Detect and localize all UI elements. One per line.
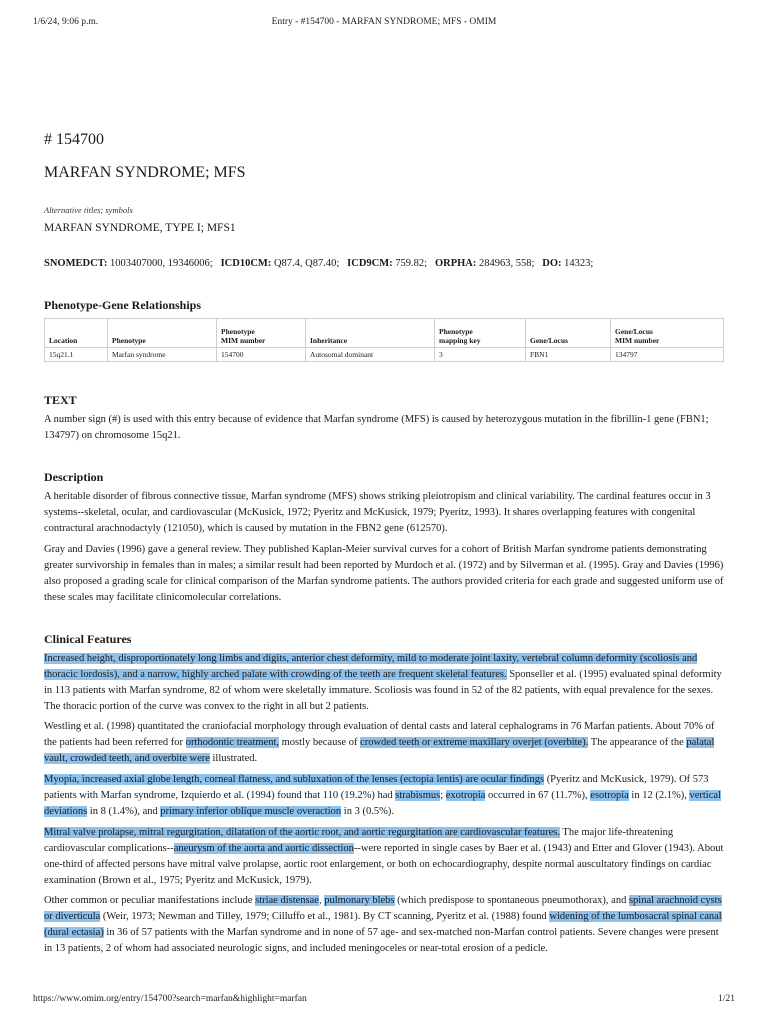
search-highlight: pulmonary blebs: [324, 895, 395, 906]
text-run: Westling et al. (1998) quantitated the craniofacial morphology through evaluation of dental casts and lateral cephalograms in 76 Marfan patients. About 70% of the patients had been referred for: [44, 721, 715, 748]
text-run: (Pyeritz and McKusick, 1979). Of 573 patients with Marfan syndrome, Izquierdo et al. (1994) found that 110 (19.2%) had: [44, 774, 709, 801]
cell-gene[interactable]: FBN1: [526, 348, 611, 362]
text-run: (which predispose to spontaneous pneumothorax), and: [394, 895, 629, 906]
search-highlight: Mitral valve prolapse, mitral regurgitation, dilatation of the aortic root, and aortic regurgitation are cardiovascular features.: [44, 827, 560, 838]
code-item[interactable]: ORPHA: 284963, 558;: [434, 258, 535, 269]
clinical-paragraph-2: [44, 719, 726, 767]
col-header: Gene/Locus: [526, 319, 611, 348]
code-item[interactable]: SNOMEDCT: 1003407000, 19346006;: [44, 258, 213, 269]
search-highlight: striae distensae: [255, 895, 319, 906]
col-header: Phenotype MIM number: [217, 319, 306, 348]
pgr-table: [44, 318, 724, 362]
search-highlight: Increased height, disproportionately long limbs and digits, anterior chest deformity, mild to moderate joint laxity, vertebral column deformity (scoliosis and thoracic lordosis), and a narrow, highly arched palate with crowding of the teeth are frequent skeletal features.: [44, 653, 698, 680]
description-paragraph-2: Gray and Davies (1996) gave a general review. They published Kaplan-Meier survival curves for a cohort of British Marfan syndrome patients demonstrating greater survivorship in females than in males; a similar result had been reported by Murdoch et al. (1972) and by Silverman et al. (1995). Gray and Davies (1996) also proposed a grading scale for clinical comparison of the Marfan syndrome patients. The authors provided criteria for each grade and suggested uniform use of these scales may facilitate clinicomolecular correlations.: [44, 544, 724, 603]
alt-titles-label: Alternative titles; symbols: [44, 205, 133, 215]
text-run: in 12 (2.1%),: [628, 790, 690, 801]
description-heading: Description: [44, 470, 104, 484]
table-header-row: [45, 319, 724, 348]
col-header: Location: [45, 319, 108, 348]
search-highlight: palatal vault, crowded teeth, and overbite were: [44, 737, 715, 764]
entry-title: MARFAN SYNDROME; MFS: [44, 164, 246, 181]
search-highlight: primary inferior oblique muscle overaction: [160, 806, 342, 817]
text-run: in 8 (1.4%), and: [87, 806, 161, 817]
external-codes: [44, 258, 593, 269]
mim-number: # 154700: [44, 131, 104, 148]
alt-titles: MARFAN SYNDROME, TYPE I; MFS1: [44, 222, 236, 234]
text-run: Sponseller et al. (1995) evaluated spinal deformity in 113 patients with Marfan syndrome, 82 of whom were skeletally immature. Scoliosis was found in 52 of the 82 patients, with equal prevalence for the sexes. The thoracic portion of the curve was convex to the right in all but 2 patients.: [44, 669, 722, 712]
search-highlight: orthodontic treatment,: [185, 737, 279, 748]
cell-location[interactable]: 15q21.1: [45, 348, 108, 362]
pgr-heading: Phenotype-Gene Relationships: [44, 298, 202, 312]
col-header: Gene/Locus MIM number: [611, 319, 724, 348]
text-run: in 3 (0.5%).: [341, 806, 394, 817]
text-run: occurred in 67 (11.7%),: [485, 790, 591, 801]
search-highlight: crowded teeth or extreme maxillary overjet (overbite).: [360, 737, 589, 748]
print-date: 1/6/24, 9:06 p.m.: [33, 17, 99, 27]
search-highlight: vertical deviations: [44, 790, 721, 817]
text-run: --were reported in single cases by Baer et al. (1943) and Etter and Glover (1943). About one-third of affected persons have mitral valve prolapse, aortic root enlargement, or both on echocardiography, despite normal auscultatory findings on cardiac examination (Brown et al., 1975; Pyeritz and McKusick, 1979).: [44, 843, 724, 886]
text-run: mostly because of: [279, 737, 361, 748]
col-header: Phenotype mapping key: [435, 319, 526, 348]
clinical-paragraph-1: [44, 651, 726, 715]
code-item[interactable]: ICD9CM: 759.82;: [347, 258, 428, 269]
search-highlight: spinal arachnoid cysts or diverticula: [44, 895, 722, 922]
search-highlight: widening of the lumbosacral spinal canal (dural ectasia): [44, 911, 722, 938]
clinical-paragraph-3: [44, 772, 726, 820]
clinical-paragraph-4: [44, 825, 726, 889]
page-number: 1/21: [718, 994, 735, 1004]
page-url[interactable]: https://www.omim.org/entry/154700?search=marfan&highlight=marfan: [33, 994, 307, 1004]
search-highlight: strabismus: [395, 790, 441, 801]
col-header: Phenotype: [108, 319, 217, 348]
text-heading: TEXT: [44, 393, 77, 407]
text-run: ;: [440, 790, 446, 801]
text-run: (Weir, 1973; Newman and Tilley, 1979; Cilluffo et al., 1981). By CT scanning, Pyeritz et al. (1988) found: [100, 911, 550, 922]
search-highlight: esotropia: [590, 790, 629, 801]
code-item[interactable]: ICD10CM: Q87.4, Q87.40;: [220, 258, 340, 269]
text-run: Other common or peculiar manifestations include: [44, 895, 256, 906]
text-paragraph: A number sign (#) is used with this entry because of evidence that Marfan syndrome (MFS) is caused by heterozygous mutation in the fibrillin-1 gene (FBN1; 134797) on chromosome 15q21.: [44, 414, 709, 441]
description-paragraph-1: A heritable disorder of fibrous connective tissue, Marfan syndrome (MFS) shows striking pleiotropism and clinical variability. The cardinal features occur in 3 systems--skeletal, ocular, and cardiovascular (McKusick, 1972; Pyeritz and McKusick, 1979; Pyeritz, 1993). It shares overlapping features with congenital contractural arachnodactyly (121050), which is caused by mutation in the FBN2 gene (612570).: [44, 491, 711, 534]
search-highlight: exotropia: [445, 790, 486, 801]
text-run: The major life-threatening cardiovascular complications--: [44, 827, 674, 854]
print-title: Entry - #154700 - MARFAN SYNDROME; MFS - OMIM: [271, 17, 497, 27]
text-run: in 36 of 57 patients with the Marfan syndrome and in none of 57 age- and sex-matched non-Marfan control patients. Severe changes were present in 13 patients, 2 of whom had associated neurologic signs, and included meningoceles or near-total erosion of a pedicle.: [44, 927, 719, 954]
cell-gene-mim[interactable]: 134797: [611, 348, 724, 362]
code-item[interactable]: DO: 14323;: [542, 258, 594, 269]
table-row: [45, 348, 724, 362]
text-run: The appearance of the: [588, 737, 687, 748]
clinical-features-heading: Clinical Features: [44, 632, 132, 646]
col-header: Inheritance: [306, 319, 435, 348]
cell-mapping-key: 3: [435, 348, 526, 362]
text-run: illustrated.: [209, 753, 258, 764]
cell-phenotype-mim[interactable]: 154700: [217, 348, 306, 362]
text-run: ,: [318, 895, 325, 906]
cell-inheritance: Autosomal dominant: [306, 348, 435, 362]
cell-phenotype: Marfan syndrome: [108, 348, 217, 362]
clinical-paragraph-5: [44, 893, 726, 957]
search-highlight: Myopia, increased axial globe length, corneal flatness, and subluxation of the lenses (ectopia lentis) are ocular findings: [44, 774, 545, 785]
search-highlight: aneurysm of the aorta and aortic dissection: [173, 843, 354, 854]
